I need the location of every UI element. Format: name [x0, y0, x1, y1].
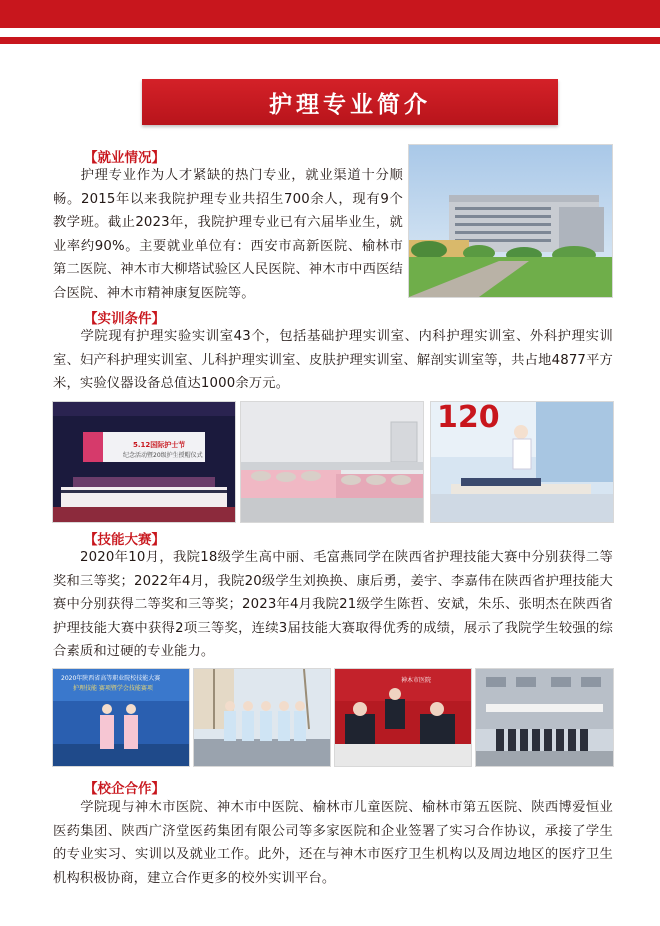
hospital-group-photo [475, 668, 614, 767]
section-heading-training: 【实训条件】 [84, 311, 165, 327]
section-text-training: 学院现有护理实验实训室43个，包括基础护理实训室、内科护理实训室、外科护理实训室、妇产科护理实训室、儿科护理实训室、皮肤护理实训室、解剖实训室等，共占地4877平方米，实验仪器设备总值达1000余万元。 [53, 329, 613, 392]
students-outdoor-photo [193, 668, 331, 767]
section-heading-competition: 【技能大赛】 [84, 532, 165, 548]
section-heading-cooperation: 【校企合作】 [84, 781, 165, 797]
section-heading-employment: 【就业情况】 [84, 150, 165, 166]
cpr-training-photo [430, 401, 614, 523]
photo-caption-contest-banner: 2020年陕西省高等职业院校技能大赛 [61, 675, 161, 682]
photo-caption-contest-banner-2: 护理技能 赛项暨学会技能赛项 [73, 685, 153, 692]
section-text-employment: 护理专业作为人才紧缺的热门专业，就业渠道十分顺畅。2015年以来我院护理专业共招生700余人，现有9个教学班。截止2023年，我院护理专业已有六届毕业生，就业率约90%。主要就业单位有：西安市高新医院、榆林市第二医院、神木市大柳塔试验区人民医院、神木市中西医结合医院、神木市精神康复医院等。 [53, 168, 403, 301]
photo-caption-nurse-day: 5.12国际护士节 [133, 441, 186, 449]
nurse-day-ceremony-photo [52, 401, 236, 523]
section-text-competition: 2020年10月，我院18级学生高中丽、毛富燕同学在陕西省护理技能大赛中分别获得二等奖和三等奖；2022年4月，我院20级学生刘换换、康后勇，姜宇、李嘉伟在陕西省护理技能大赛中分别获得二等奖和三等奖；2023年4月我院21级学生陈哲、安斌，朱乐、张明杰在陕西省护理技能大赛中获得2项三等奖，连续3届技能大赛取得优秀的成绩，展示了我院学生较强的综合素质和过硬的专业能力。 [53, 550, 613, 660]
photo-caption-capping: 纪念活动暨20级护生授帽仪式 [123, 452, 203, 459]
header-red-band [0, 0, 660, 28]
photo-caption-120: 120 [437, 401, 500, 435]
header-red-rule [0, 37, 660, 44]
page-title: 护理专业简介 [142, 79, 558, 125]
skills-contest-stage-photo [52, 668, 190, 767]
photo-caption-signing: 神木市医院 [401, 677, 432, 684]
campus-building-photo [408, 144, 613, 298]
training-lab-photo [240, 401, 424, 523]
cooperation-signing-photo [334, 668, 472, 767]
section-text-cooperation: 学院现与神木市医院、神木市中医院、榆林市儿童医院、榆林市第五医院、陕西博爱恒业医药集团、陕西广济堂医药集团有限公司等多家医院和企业签署了实习合作协议，承接了学生的专业实习、实训以及就业工作。此外，还在与神木市医疗卫生机构以及周边地区的医疗卫生机构积极协商，建立合作更多的校外实训平台。 [53, 800, 613, 886]
